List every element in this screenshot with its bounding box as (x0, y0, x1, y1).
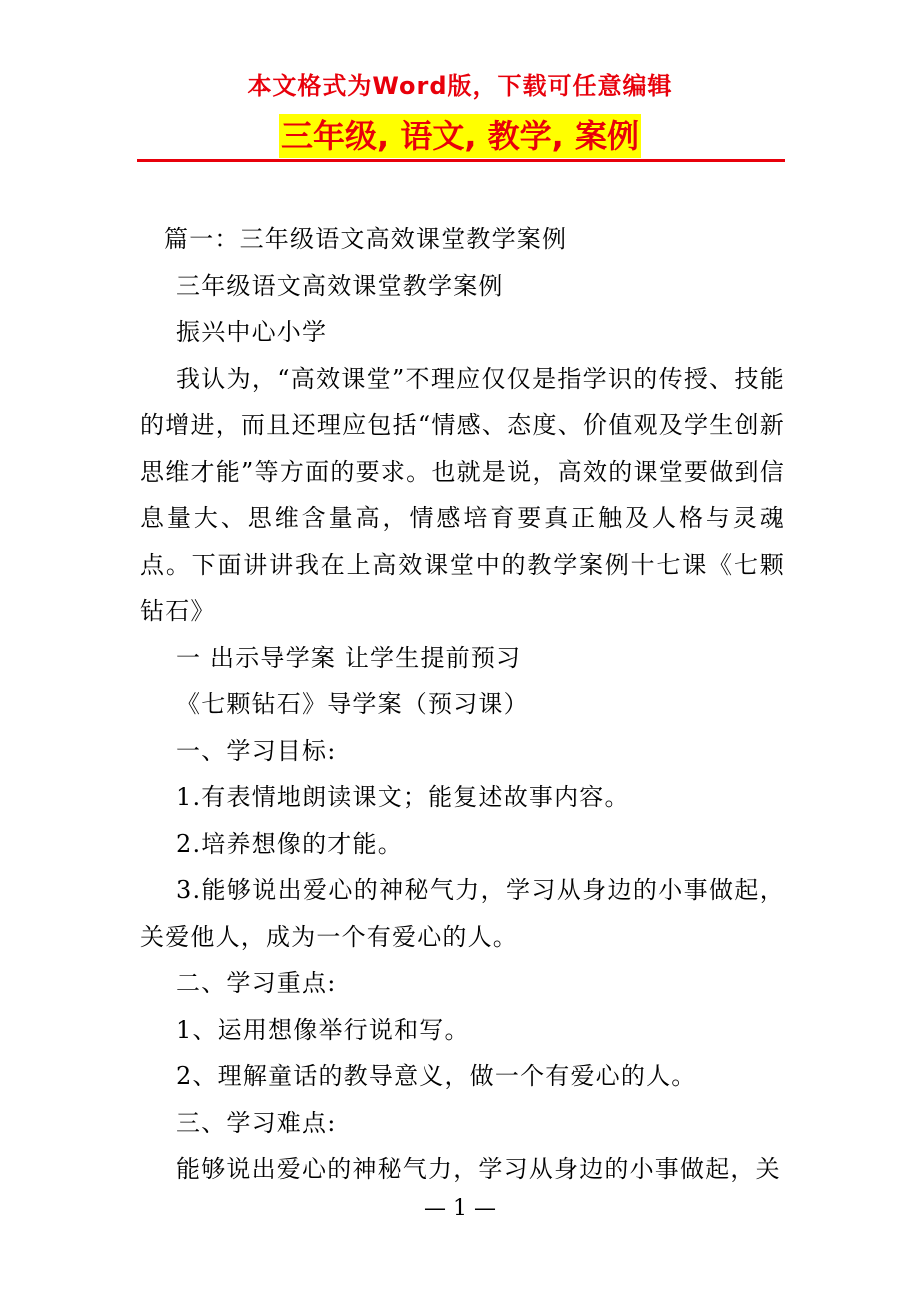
paragraph: 二、学习重点: (176, 969, 337, 997)
title-container (0, 114, 920, 158)
title-divider (137, 159, 785, 162)
document-title: 三年级, 语文, 教学, 案例 (279, 114, 641, 158)
page-number: — 1 — (424, 1196, 496, 1221)
paragraph: 能够说出爱心的神秘气力，学习从身边的小事做起，关 (176, 1155, 781, 1183)
document-body (140, 216, 785, 1193)
paragraph: 1、运用想像举行说和写。 (176, 1015, 470, 1044)
paragraph: 2、理解童话的教导意义，做一个有爱心的人。 (176, 1062, 697, 1090)
paragraph: 篇一：三年级语文高效课堂教学案例 (164, 225, 568, 253)
paragraph: 《七颗钻石》导学案（预习课） (176, 690, 529, 718)
paragraph: 三、学习难点: (176, 1108, 337, 1137)
paragraph: 一 出示导学案 让学生提前预习 (176, 643, 522, 672)
paragraph: 1.有表情地朗读课文；能复述故事内容。 (176, 783, 630, 811)
paragraph: 振兴中心小学 (176, 318, 328, 346)
download-banner: 本文格式为Word版，下载可任意编辑 (247, 72, 673, 100)
paragraph: 我认为，“高效课堂”不理应仅仅是指学识的传授、技能的增进，而且还理应包括“情感、态度、价值观及学生创新思维才能”等方面的要求。也就是说，高效的课堂要做到信息量大、思维含量高，情感培育要真正触及人格与灵魂点。下面讲讲我在上高效课堂中的教学案例十七课《七颗钻石》 (140, 364, 785, 625)
paragraph: 3.能够说出爱心的神秘气力，学习从身边的小事做起，关爱他人，成为一个有爱心的人。 (140, 876, 785, 951)
paragraph: 2.培养想像的才能。 (176, 829, 403, 858)
paragraph: 三年级语文高效课堂教学案例 (176, 271, 504, 300)
paragraph: 一、学习目标: (176, 736, 337, 765)
